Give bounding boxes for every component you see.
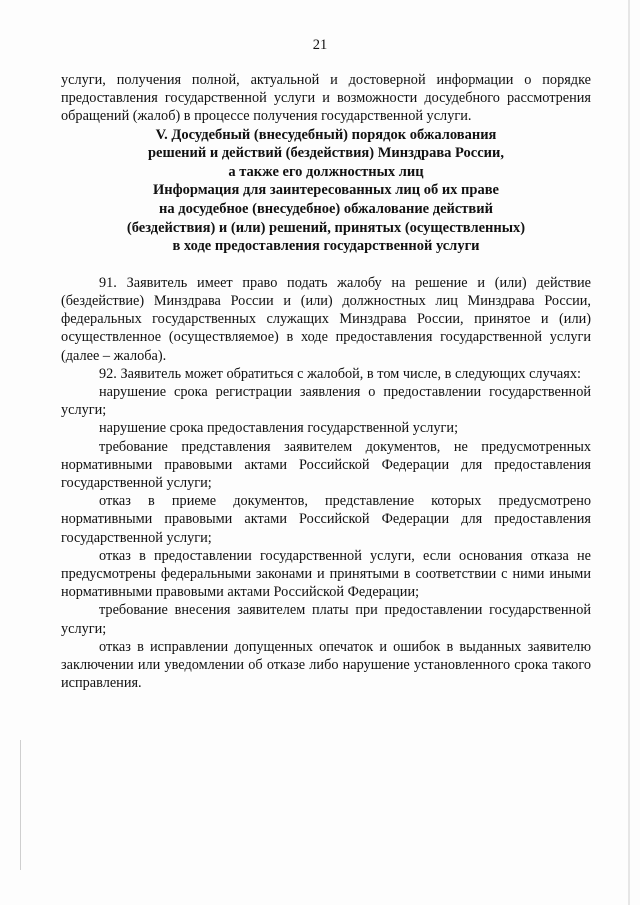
intro-paragraph: услуги, получения полной, актуальной и достоверной информации о порядке предоставления государственной услуги и возможности досудебного рассмотрения обращений (жалоб) в процессе получения государственной услуги. — [61, 72, 591, 125]
list-item: нарушение срока регистрации заявления о предоставлении государственной услуги; — [61, 383, 591, 419]
list-item: требование представления заявителем документов, не предусмотренных нормативными правовыми актами Российской Федерации для предоставления государственной услуги; — [61, 438, 591, 491]
page-number: 21 — [312, 37, 328, 53]
scan-edge-shadow — [628, 0, 630, 905]
subheading-line-1: Информация для заинтересованных лиц об их праве — [153, 182, 499, 199]
list-item: требование внесения заявителем платы при предоставлении государственной услуги; — [61, 602, 591, 637]
list-item: отказ в приеме документов, представление которых предусмотрено нормативными правовыми актами Российской Федерации для предоставления государственной услуги; — [61, 493, 591, 546]
paragraph-92: 92. Заявитель может обратиться с жалобой, в том числе, в следующих случаях: — [99, 365, 581, 382]
subheading-line-2: на досудебное (внесудебное) обжалование действий — [159, 200, 493, 217]
subheading-line-3: (бездействия) и (или) решений, принятых (осуществленных) — [126, 219, 526, 236]
list-item: отказ в исправлении допущенных опечаток и ошибок в выданных заявителю заключении или уведомлении об отказе либо нарушение установленного срока такого исправления. — [61, 638, 591, 692]
document-body — [61, 71, 591, 692]
section-heading-line-3: а также его должностных лиц — [228, 163, 424, 180]
scan-edge-line — [20, 740, 21, 870]
subheading-line-4: в ходе предоставления государственной услуги — [172, 238, 480, 255]
list-item: нарушение срока предоставления государственной услуги; — [99, 420, 459, 437]
list-item: отказ в предоставлении государственной услуги, если основания отказа не предусмотрены федеральными законами и принятыми в соответствии с ними иными нормативными правовыми актами Российской Федерации; — [61, 547, 591, 601]
section-heading-line-2: решений и действий (бездействия) Минздрава России, — [147, 145, 504, 162]
section-heading-line-1: V. Досудебный (внесудебный) порядок обжалования — [155, 126, 497, 143]
paragraph-91: 91. Заявитель имеет право подать жалобу на решение и (или) действие (бездействие) Минздрава России и (или) должностных лиц Минздрава России, федеральных государственных служащих Минздрава России, принятое и (или) осуществленное (осуществляемое) в ходе предоставления государственной услуги (далее – жалоба). — [61, 274, 591, 364]
